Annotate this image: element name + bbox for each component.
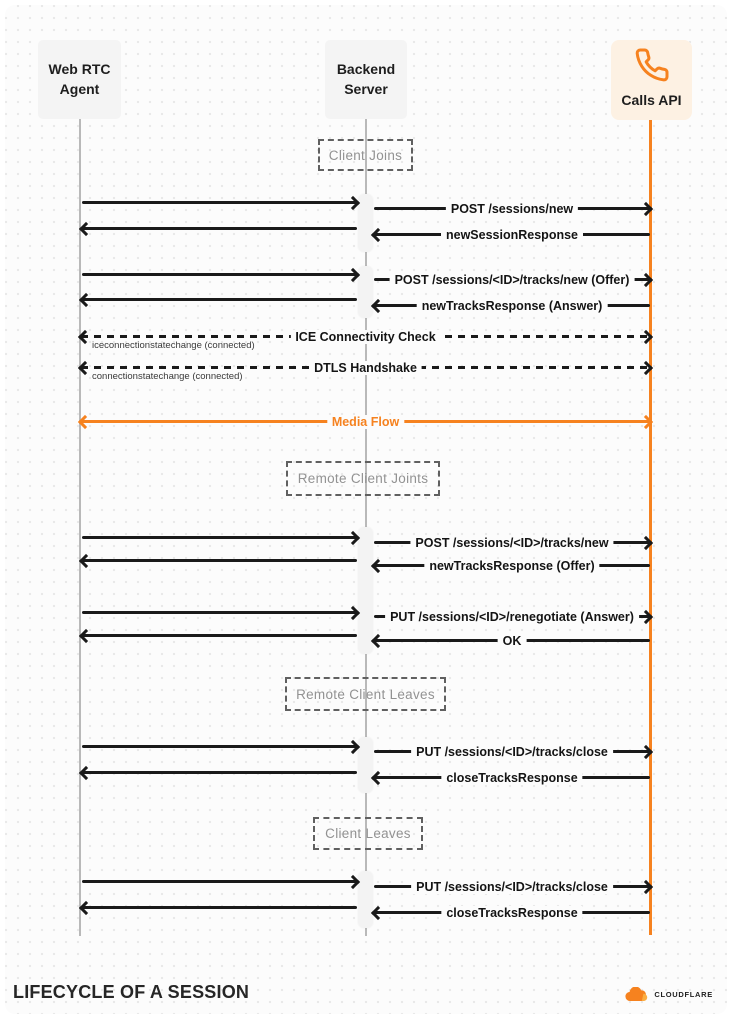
- message-arrow: [374, 609, 650, 624]
- relay-arrow: [82, 227, 357, 230]
- phase-label: Client Leaves: [325, 826, 411, 841]
- message-label: Media Flow: [327, 415, 404, 429]
- message-arrow: [374, 201, 650, 216]
- lifeline-calls-api: [649, 120, 652, 935]
- relay-arrow: [82, 634, 357, 637]
- message-label: ICE Connectivity Check: [290, 330, 440, 344]
- phase-remote-client-leaves: [285, 677, 446, 711]
- phase-remote-client-joins: [286, 461, 440, 496]
- message-label: newTracksResponse (Offer): [424, 559, 599, 573]
- message-label: OK: [498, 634, 527, 648]
- relay-arrow: [82, 536, 357, 539]
- relay-arrow: [82, 201, 357, 204]
- message-label: PUT /sessions/<ID>/renegotiate (Answer): [385, 610, 639, 624]
- phase-label: Client Joins: [328, 147, 403, 163]
- actor-label-line: Backend: [336, 60, 396, 77]
- message-label: PUT /sessions/<ID>/tracks/close: [411, 745, 613, 759]
- message-label: POST /sessions/new: [446, 202, 578, 216]
- message-label: DTLS Handshake: [309, 361, 422, 375]
- actor-label-line: Calls API: [621, 92, 682, 109]
- actor-label-line: Agent: [59, 80, 100, 97]
- actor-webrtc-agent: [38, 40, 121, 119]
- cloudflare-cloud-icon: [621, 987, 651, 1002]
- phone-icon: [634, 47, 670, 83]
- message-label: PUT /sessions/<ID>/tracks/close: [411, 880, 613, 894]
- relay-arrow: [82, 906, 357, 909]
- activation-bar: [358, 266, 373, 318]
- relay-arrow: [82, 611, 357, 614]
- actor-label-line: Server: [344, 80, 388, 97]
- activation-bar: [358, 871, 373, 928]
- message-label: closeTracksResponse: [441, 771, 582, 785]
- activation-bar: [358, 527, 373, 654]
- message-label: closeTracksResponse: [441, 906, 582, 920]
- message-arrow: [374, 558, 650, 573]
- message-arrow: [374, 272, 650, 287]
- relay-arrow: [82, 273, 357, 276]
- activation-bar: [358, 737, 373, 793]
- cloudflare-wordmark: CLOUDFLARE: [654, 990, 713, 999]
- cloudflare-logo: [621, 987, 713, 1002]
- message-arrow: [374, 879, 650, 894]
- relay-arrow: [82, 745, 357, 748]
- message-arrow: [374, 770, 650, 785]
- message-arrow-media-flow: [81, 414, 650, 429]
- message-arrow: [374, 227, 650, 242]
- message-label: POST /sessions/<ID>/tracks/new (Offer): [390, 273, 635, 287]
- message-label: newSessionResponse: [441, 228, 583, 242]
- actor-backend-server: [325, 40, 407, 119]
- phase-label: Remote Client Joints: [297, 471, 429, 486]
- message-label: POST /sessions/<ID>/tracks/new: [410, 536, 613, 550]
- message-caption: connectionstatechange (connected): [92, 371, 243, 382]
- message-arrow-dtls: [81, 360, 650, 382]
- actor-calls-api: [611, 40, 692, 120]
- phase-label: Remote Client Leaves: [296, 686, 435, 702]
- phase-client-joins: [318, 139, 413, 171]
- phase-client-leaves: [313, 817, 423, 850]
- message-arrow-ice: [81, 329, 650, 351]
- relay-arrow: [82, 771, 357, 774]
- message-arrow: [374, 633, 650, 648]
- message-arrow: [374, 905, 650, 920]
- message-caption: iceconnectionstatechange (connected): [92, 340, 255, 351]
- message-arrow: [374, 535, 650, 550]
- relay-arrow: [82, 298, 357, 301]
- actor-label-line: Web RTC: [48, 60, 111, 77]
- message-arrow: [374, 298, 650, 313]
- message-arrow: [374, 744, 650, 759]
- page-title: LIFECYCLE OF A SESSION: [13, 982, 250, 1002]
- lifeline-webrtc-agent: [79, 119, 81, 936]
- relay-arrow: [82, 559, 357, 562]
- relay-arrow: [82, 880, 357, 883]
- message-label: newTracksResponse (Answer): [417, 299, 608, 313]
